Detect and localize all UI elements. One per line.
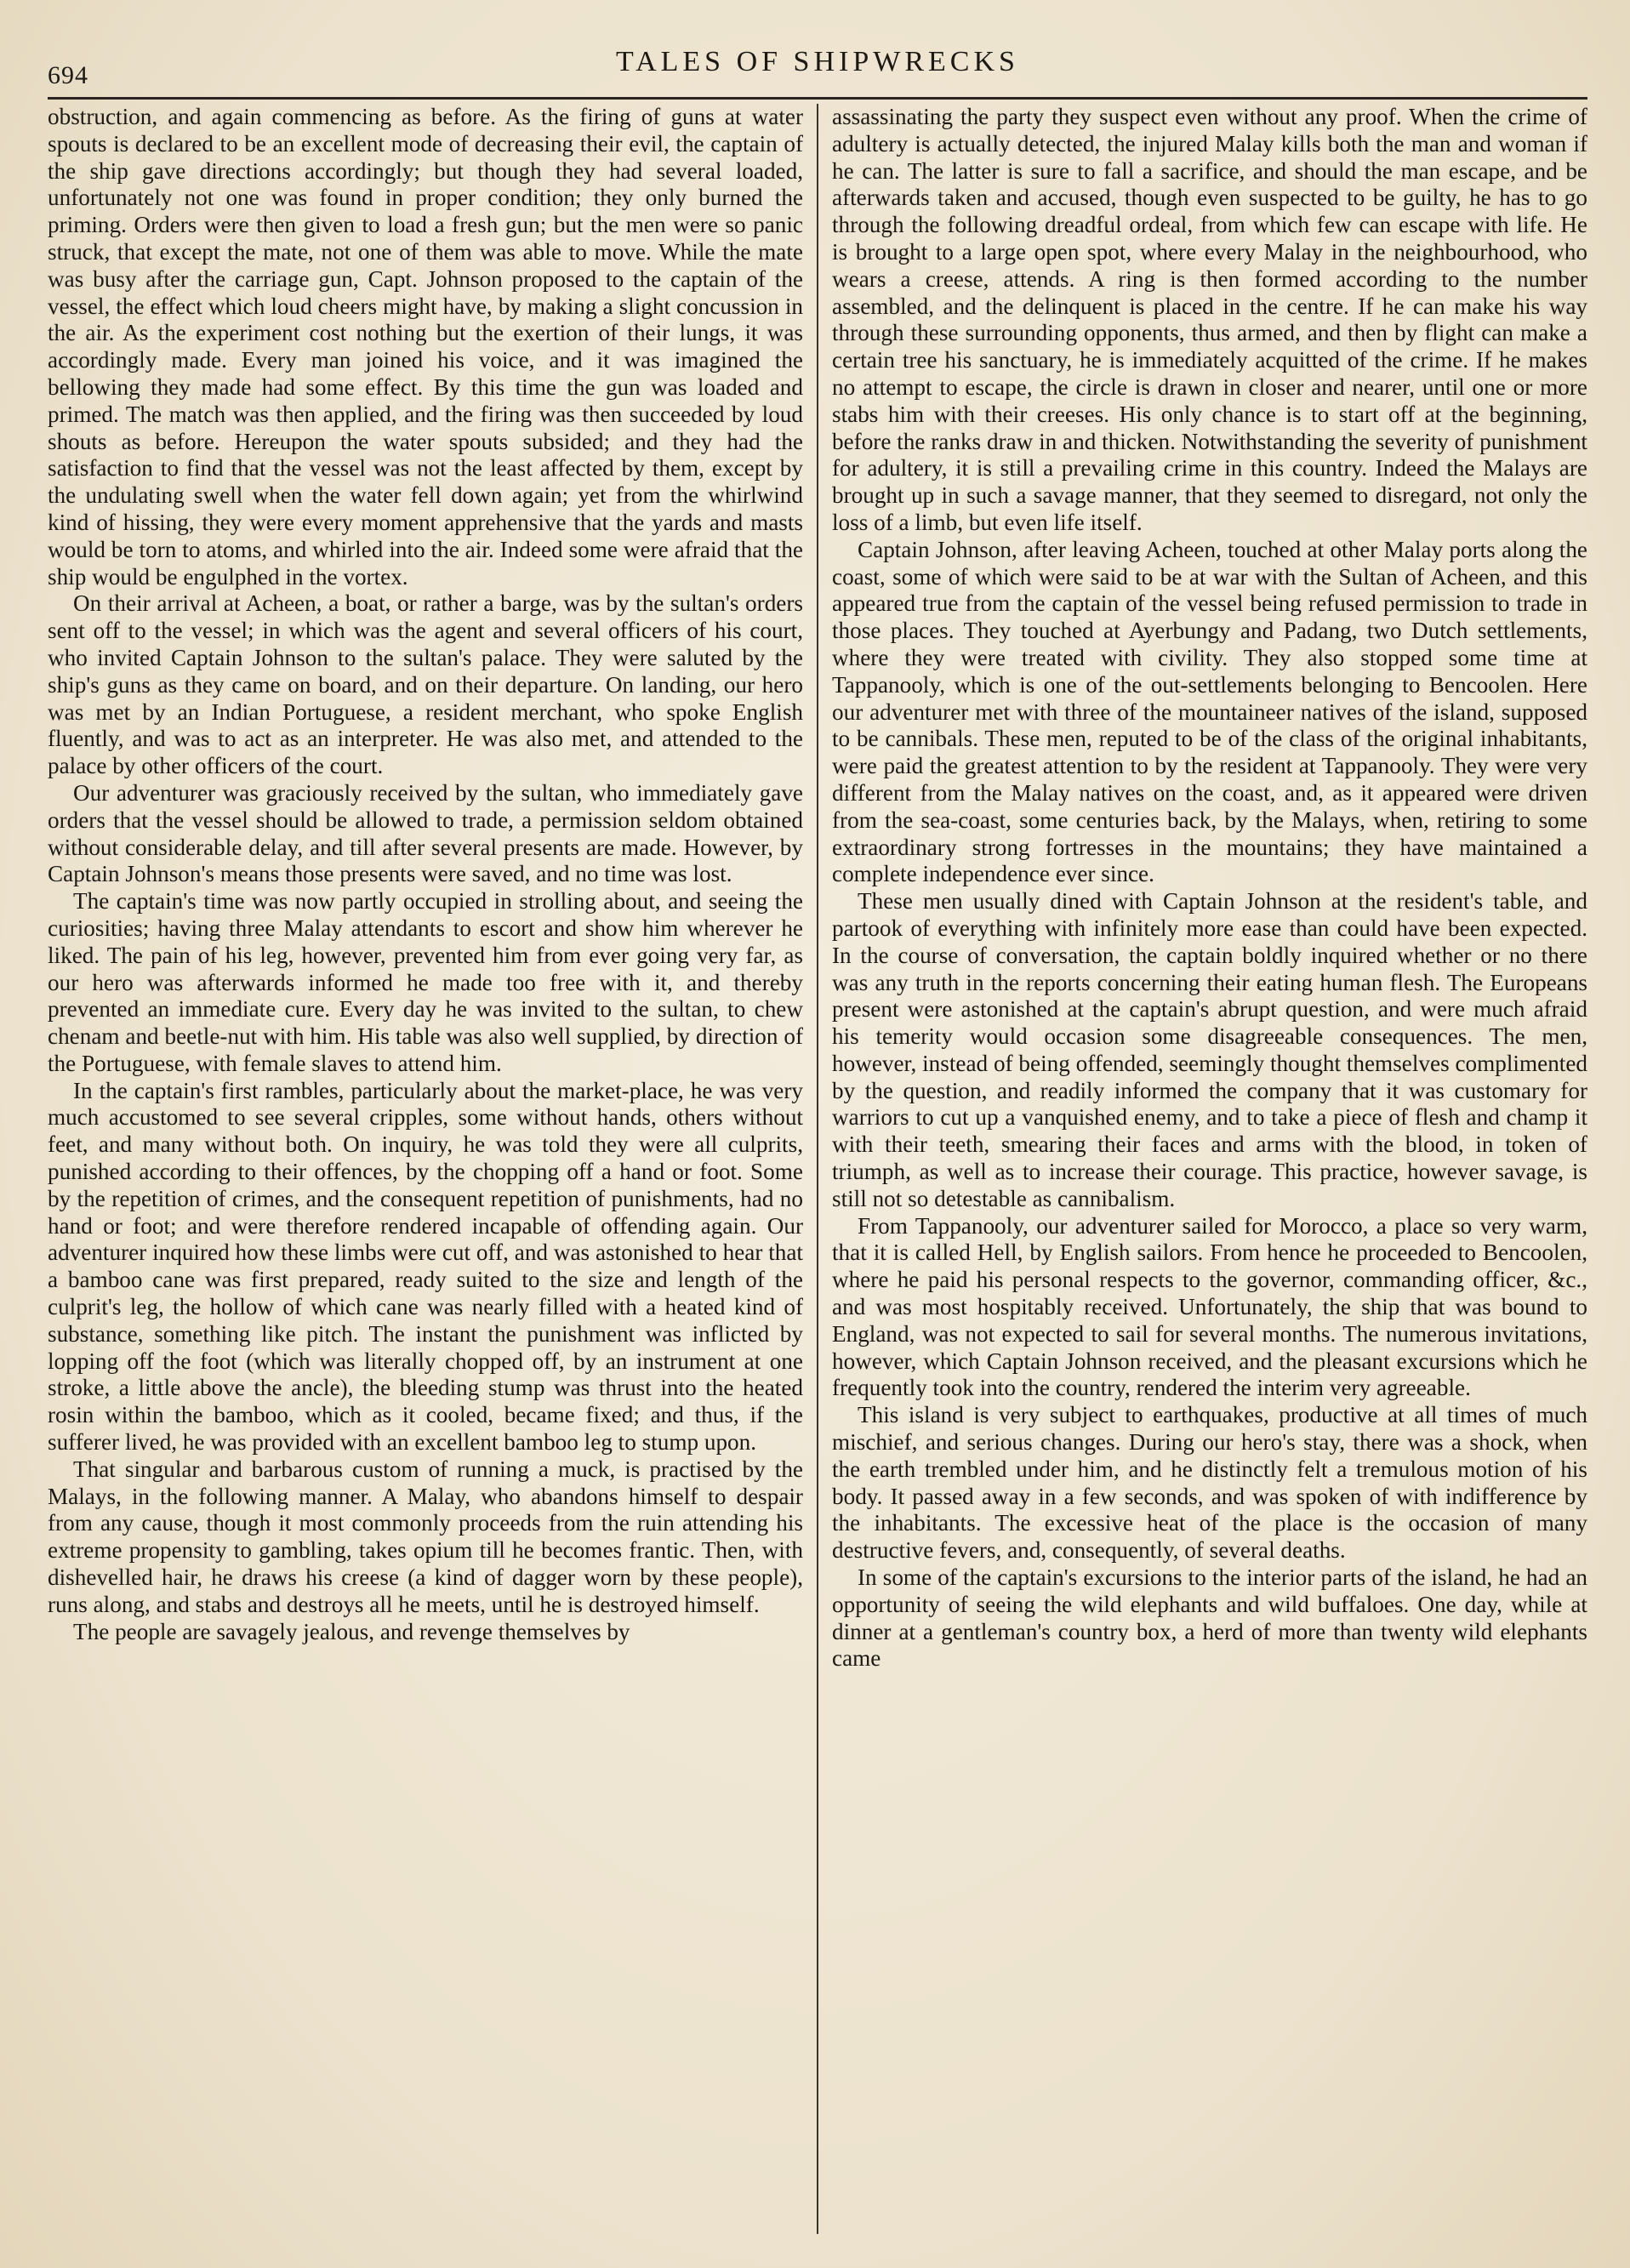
- paragraph: That singular and barbarous custom of running a muck, is practised by the Malays, in the following manner. A Malay, who abandons himself to despair from any cause, though it most commonly proceeds from the ruin attending his extreme propensity to gambling, takes opium till he becomes frantic. Then, with dishevelled hair, he draws his creese (a kind of dagger worn by these people), runs along, and stabs and destroys all he meets, until he is destroyed himself.: [48, 1456, 803, 1617]
- page-number: 694: [48, 61, 88, 89]
- paragraph: The captain's time was now partly occupied in strolling about, and seeing the curiosities; having three Malay attendants to escort and show him wherever he liked. The pain of his leg, however, prevented him from ever going very far, as our hero was afterwards informed he made too free with it, and thereby prevented an immediate cure. Every day he was invited to the sultan, to chew chenam and beetle-nut with him. His table was also well supplied, by direction of the Portuguese, with female slaves to attend him.: [48, 888, 803, 1076]
- paragraph: In the captain's first rambles, particularly about the market-place, he was very much accustomed to see several cripples, some without hands, others without feet, and many without both. On inquiry, he was told they were all culprits, punished according to their offences, by the chopping off a hand or foot. Some by the repetition of crimes, and the consequent repetition of punishments, had no hand or foot; and were therefore rendered incapable of offending again. Our adventurer inquired how these limbs were cut off, and was astonished to hear that a bamboo cane was first prepared, ready suited to the size and length of the culprit's leg, the hollow of which cane was nearly filled with a heated kind of substance, something like pitch. The instant the punishment was inflicted by lopping off the foot (which was literally chopped off, by an instrument at one stroke, a little above the ancle), the bleeding stump was thrust into the heated rosin within the bamboo, which as it cooled, became fixed; and thus, if the sufferer lived, he was provided with an excellent bamboo leg to stump upon.: [48, 1077, 803, 1456]
- text-columns: [48, 104, 1587, 2234]
- paragraph: On their arrival at Acheen, a boat, or rather a barge, was by the sultan's orders sent off to the vessel; in which was the agent and several officers of his court, who invited Captain Johnson to the sultan's palace. They were saluted by the ship's guns as they came on board, and on their departure. On landing, our hero was met by an Indian Portuguese, a resident merchant, who spoke English fluently, and was to act as an interpreter. He was also met, and attended to the palace by other officers of the court.: [48, 590, 803, 779]
- paragraph: The people are savagely jealous, and revenge themselves by: [73, 1618, 630, 1644]
- column-rule: [817, 104, 818, 2234]
- paragraph: From Tappanooly, our adventurer sailed for Morocco, a place so very warm, that it is called Hell, by English sailors. From hence he proceeded to Bencoolen, where he paid his personal respects to the governor, commanding officer, &c., and was most hospitably received. Unfortunately, the ship that was bound to England, was not expected to sail for several months. The numerous invitations, however, which Captain Johnson received, and the pleasant excursions which he frequently took into the country, rendered the interim very agreeable.: [832, 1212, 1587, 1401]
- right-column: [832, 104, 1587, 2234]
- paragraph: This island is very subject to earthquakes, productive at all times of much mischief, and serious changes. During our hero's stay, there was a shock, when the earth trembled under him, and he distinctly felt a tremulous motion of his body. It passed away in a few seconds, and was spoken of with indifference by the inhabitants. The excessive heat of the place is the occasion of many destructive fevers, and, consequently, of several deaths.: [832, 1402, 1587, 1564]
- paragraph: In some of the captain's excursions to the interior parts of the island, he had an opportunity of seeing the wild elephants and wild buffaloes. One day, while at dinner at a gentleman's country box, a herd of more than twenty wild elephants came: [832, 1564, 1587, 1672]
- paragraph: Captain Johnson, after leaving Acheen, touched at other Malay ports along the coast, some of which were said to be at war with the Sultan of Acheen, and this appeared true from the captain of the vessel being refused permission to trade in those places. They touched at Ayerbungy and Padang, two Dutch settlements, where they were treated with civility. They also stopped some time at Tappanooly, which is one of the out-settlements belonging to Bencoolen. Here our adventurer met with three of the mountaineer natives of the island, supposed to be cannibals. These men, reputed to be of the class of the original inhabitants, were paid the greatest attention to by the resident at Tappanooly. They were very different from the Malay natives on the coast, and, as it appeared were driven from the sea-coast, some centuries back, by the Malays, when, retiring to some extraordinary strong fortresses in the mountains; they have maintained a complete independence ever since.: [832, 536, 1587, 887]
- running-head: [48, 37, 1587, 100]
- paragraph: obstruction, and again commencing as before. As the firing of guns at water spouts is declared to be an excellent mode of decreasing their evil, the captain of the ship gave directions accordingly; but though they had several loaded, unfortunately not one was found in proper condition; they only burned the priming. Orders were then given to load a fresh gun; but the men were so panic struck, that except the mate, not one of them was able to move. While the mate was busy after the carriage gun, Capt. Johnson proposed to the captain of the vessel, the effect which loud cheers might have, by making a slight concussion in the air. As the experiment cost nothing but the exertion of their lungs, it was accordingly made. Every man joined his voice, and it was imagined the bellowing they made had some effect. By this time the gun was loaded and primed. The match was then applied, and the firing was then succeeded by loud shouts as before. Hereupon the water spouts subsided; and they had the satisfaction to find that the vessel was not the least affected by them, except by the undulating swell when the water fell down again; yet from the whirlwind kind of hissing, they were every moment apprehensive that the yards and masts would be torn to atoms, and whirled into the air. Indeed some were afraid that the ship would be engulphed in the vortex.: [48, 104, 803, 590]
- paragraph: These men usually dined with Captain Johnson at the resident's table, and partook of everything with infinitely more ease than could have been expected. In the course of conversation, the captain boldly inquired whether or no there was any truth in the reports concerning their eating human flesh. The Europeans present were astonished at the captain's abrupt question, and were much afraid his temerity would occasion some disagreeable consequences. The men, however, instead of being offended, seemingly thought themselves complimented by the question, and readily informed the company that it was customary for warriors to cut up a vanquished enemy, and to take a piece of flesh and champ it with their teeth, smearing their faces and arms with the blood, in token of triumph, as well as to increase their courage. This practice, however savage, is still not so detestable as cannibalism.: [832, 888, 1587, 1211]
- running-title: TALES OF SHIPWRECKS: [616, 46, 1019, 77]
- paragraph: assassinating the party they suspect even without any proof. When the crime of adultery is actually detected, the injured Malay kills both the man and woman if he can. The latter is sure to fall a sacrifice, and should the man escape, and be afterwards taken and accused, though even suspected to be guilty, he has to go through the following dreadful ordeal, from which few can escape with life. He is brought to a large open spot, where every Malay in the neighbourhood, who wears a creese, attends. A ring is then formed according to the number assembled, and the delinquent is placed in the centre. If he can make his way through these surrounding opponents, thus armed, and then by flight can make a certain tree his sanctuary, he is immediately acquitted of the crime. If he makes no attempt to escape, the circle is drawn in closer and nearer, until one or more stabs him with their creeses. His only chance is to start off at the beginning, before the ranks draw in and thicken. Notwithstanding the severity of punishment for adultery, it is still a prevailing crime in this country. Indeed the Malays are brought up in such a savage manner, that they seemed to disregard, not only the loss of a limb, but even life itself.: [832, 104, 1587, 535]
- paragraph: Our adventurer was graciously received by the sultan, who immediately gave orders that the vessel should be allowed to trade, a permission seldom obtained without considerable delay, and till after several presents are made. However, by Captain Johnson's means those presents were saved, and no time was lost.: [48, 779, 803, 887]
- left-column: [48, 104, 803, 2234]
